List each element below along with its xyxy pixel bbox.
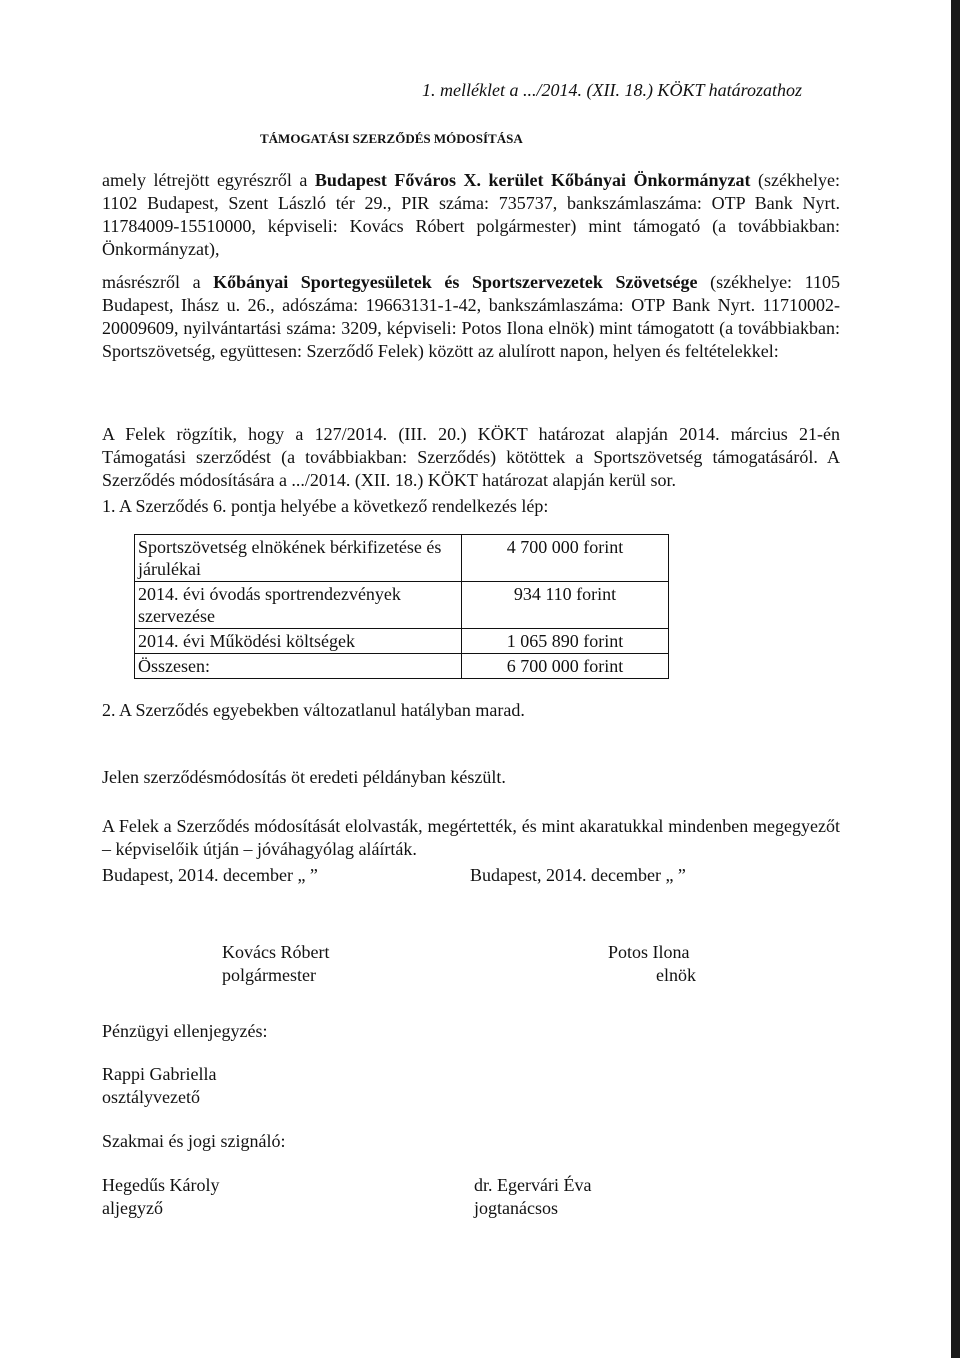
annex-reference: 1. melléklet a .../2014. (XII. 18.) KÖKT határozathoz <box>422 80 802 100</box>
preamble-paragraph: A Felek rögzítik, hogy a 127/2014. (III. 20.) KÖKT határozat alapján 2014. március 21-én Támogatási szerződést (a továbbiakban: Szerződés) kötöttek a Sportszövetség támogatásáról. A Szerződés módosítására a .../2014. (XII. 18.) KÖKT határozat alapján kerül sor. <box>102 424 840 490</box>
document-title: TÁMOGATÁSI SZERZŐDÉS MÓDOSÍTÁSA <box>260 131 523 146</box>
table-cell-amount: 1 065 890 forint <box>462 629 669 654</box>
party2-details: (székhelye: 1105 Budapest, Ihász u. 26., adószáma: 19663131-1-42, bankszámlaszáma: OTP Bank Nyrt. 11710002-20009609, nyilvántartási száma: 3209, képviseli: Potos Ilona elnök) mint támogatott (a továbbiakban: Sportszövetség, együttesen: Szerződő Felek) között az alulírott napon, helyen és feltételekkel: <box>102 272 840 361</box>
party1-paragraph <box>102 169 840 261</box>
table-row <box>135 535 669 582</box>
table-cell-total-amount: 6 700 000 forint <box>462 654 669 679</box>
party1-details: (székhelye: 1102 Budapest, Szent László tér 29., PIR száma: 735737, bankszámlaszáma: OTP Bank Nyrt. 11784009-15510000, képviseli: Kovács Róbert polgármester) mint támogató (a továbbiakban: Önkormányzat), <box>102 170 840 259</box>
signatory-left-name: Kovács Róbert <box>222 942 330 962</box>
signatory-left-title: polgármester <box>222 965 316 985</box>
scan-edge <box>951 0 960 1358</box>
table-row <box>135 629 669 654</box>
financial-countersign-label: Pénzügyi ellenjegyzés: <box>102 1021 268 1041</box>
table-cell-total-label: Összesen: <box>135 654 462 679</box>
party2-name: Kőbányai Sportegyesületek és Sportszervezetek Szövetsége <box>213 272 698 292</box>
legal-left-name: Hegedűs Károly <box>102 1175 220 1195</box>
party1-intro: amely létrejött egyrészről a <box>102 170 315 190</box>
legal-left-title: aljegyző <box>102 1198 163 1218</box>
party2-paragraph <box>102 271 840 363</box>
table-cell-amount: 934 110 forint <box>462 582 669 629</box>
financial-name: Rappi Gabriella <box>102 1064 217 1084</box>
party1-name: Budapest Főváros X. kerület Kőbányai Önkormányzat <box>314 170 751 190</box>
allocation-table <box>134 534 669 679</box>
signatory-right-title: elnök <box>656 965 696 985</box>
legal-right-name: dr. Egervári Éva <box>474 1175 592 1195</box>
signatory-right-name: Potos Ilona <box>608 942 690 962</box>
legal-right-title: jogtanácsos <box>474 1198 558 1218</box>
table-cell-item: 2014. évi óvodás sportrendezvények szervezése <box>135 582 462 629</box>
table-row <box>135 582 669 629</box>
table-cell-amount: 4 700 000 forint <box>462 535 669 582</box>
place-date-right: Budapest, 2014. december „ ” <box>470 865 686 885</box>
legal-signer-label: Szakmai és jogi szignáló: <box>102 1131 286 1151</box>
clause-1: 1. A Szerződés 6. pontja helyébe a következő rendelkezés lép: <box>102 496 549 516</box>
copies-statement: Jelen szerződésmódosítás öt eredeti példányban készült. <box>102 767 506 787</box>
closing-statement: A Felek a Szerződés módosítását elolvasták, megértették, és mint akaratukkal mindenben megegyezőt – képviselőik útján – jóváhagyólag aláírták. <box>102 816 840 859</box>
place-date-left: Budapest, 2014. december „ ” <box>102 865 318 885</box>
table-cell-item: Sportszövetség elnökének bérkifizetése és járulékai <box>135 535 462 582</box>
clause-2: 2. A Szerződés egyebekben változatlanul hatályban marad. <box>102 700 525 720</box>
party2-intro: másrészről a <box>102 272 214 292</box>
table-row-total <box>135 654 669 679</box>
table-cell-item: 2014. évi Működési költségek <box>135 629 462 654</box>
financial-title: osztályvezető <box>102 1087 200 1107</box>
